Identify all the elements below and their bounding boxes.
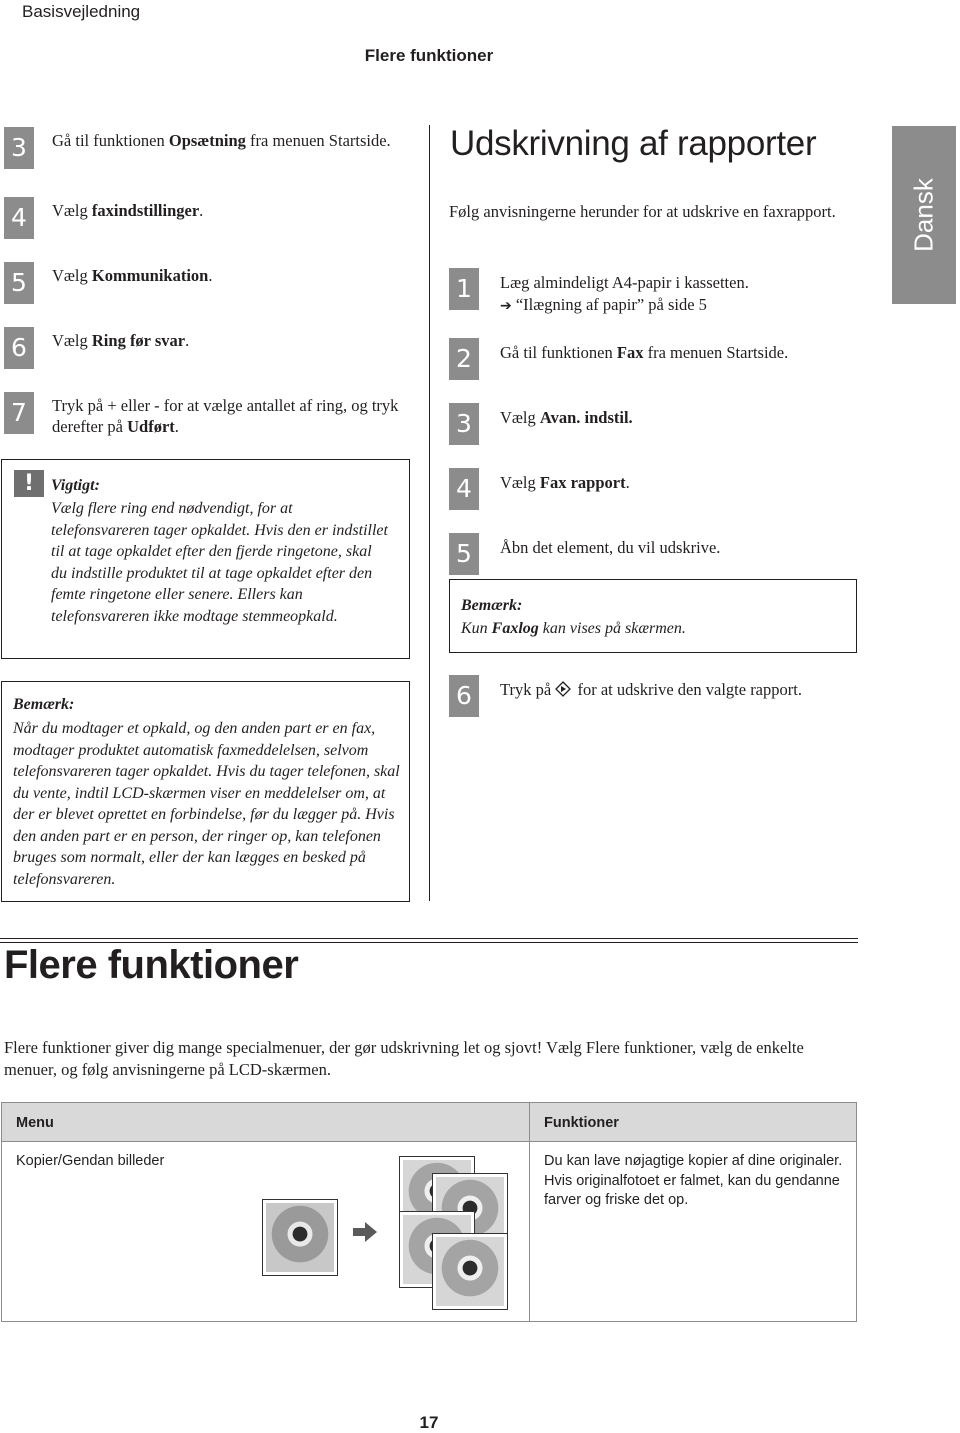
note-body: Når du modtager et opkald, og den anden part er en fax, modtager produktet automatisk faxmeddelelsen, selvom telefonsvareren tager opkaldet. Hvis du tager telefonen, skal du vente, indtil LCD-skærmen viser en meddelelser om, at der er blevet oprettet en forbindelse, før du lægger på. Hvis den anden part er en person, der ringer op, kan telefonen bruges som normalt, eller der kan lægges en besked på telefonsvareren.: [13, 720, 400, 888]
table-cell-functions: Du kan lave nøjagtige kopier af dine originaler. Hvis originalfotoet er falmet, kan du gendanne farver og friske det op.: [544, 1153, 843, 1208]
table-column-divider: [529, 1103, 530, 1321]
language-tab-label: Dansk: [908, 178, 939, 252]
step-text: Gå til funktionen Opsætning fra menuen Startside.: [52, 131, 391, 150]
step-badge: 5: [449, 533, 479, 575]
note-box-right: [449, 579, 857, 653]
step-badge: 5: [4, 262, 34, 304]
step-text: Vælg faxindstillinger.: [52, 201, 204, 220]
step-badge: 7: [4, 392, 34, 434]
reports-intro: Følg anvisningerne herunder for at udskrive en faxrapport.: [449, 202, 836, 221]
important-box: [1, 459, 410, 659]
start-button-icon: [555, 681, 571, 697]
step-text: Vælg Avan. indstil.: [500, 408, 633, 427]
original-photo-image: [262, 1199, 338, 1276]
warning-icon: !: [14, 470, 44, 497]
arrow-right-icon: ➔: [500, 298, 512, 314]
important-body: Vælg flere ring end nødvendigt, for at telefonsvareren tager opkaldet. Hvis den er indstillet til at tage opkaldet efter den fjerde ringetone, skal du indstille produktet til at tage opkaldet efter den femte ringetone eller senere. Ellers kan telefonsvareren ikke modtage stemmeopkald.: [51, 500, 388, 625]
step-badge: 4: [449, 468, 479, 510]
section-heading-more-functions: Flere funktioner: [4, 943, 299, 987]
step-badge: 3: [449, 403, 479, 445]
table-header-menu: Menu: [16, 1115, 54, 1131]
section-heading-reports: Udskrivning af rapporter: [450, 124, 817, 163]
step-badge: 6: [449, 675, 479, 717]
cross-reference-link[interactable]: [500, 295, 707, 315]
functions-table: [1, 1102, 857, 1322]
step-text: Vælg Kommunikation.: [52, 266, 213, 285]
step-badge: 4: [4, 197, 34, 239]
step-badge: 6: [4, 327, 34, 369]
table-header-row: [2, 1103, 856, 1142]
step-text: Gå til funktionen Fax fra menuen Startside.: [500, 343, 789, 362]
step-text: Tryk på + eller - for at vælge antallet af ring, og tryk derefter på Udført.: [52, 396, 399, 436]
note-body: Kun Faxlog kan vises på skærmen.: [461, 620, 686, 637]
language-tab: [892, 126, 956, 304]
cross-reference-text: “Ilægning af papir” på side 5: [515, 295, 707, 314]
step-badge: 2: [449, 338, 479, 380]
page-number: 17: [419, 1413, 439, 1432]
step-text: Vælg Ring før svar.: [52, 331, 190, 350]
note-box-left: [1, 681, 410, 902]
note-title: Bemærk:: [13, 696, 75, 713]
column-divider: [429, 125, 430, 901]
section-intro: Flere funktioner giver dig mange specialmenuer, der gør udskrivning let og sjovt! Vælg Flere funktioner, vælg de enkelte menuer, og følg anvisningerne på LCD-skærmen.: [4, 1038, 804, 1079]
important-title: Vigtigt:: [51, 477, 100, 494]
table-header-functions: Funktioner: [544, 1115, 619, 1131]
section-rule: [0, 938, 858, 939]
step-text: Læg almindeligt A4-papir i kassetten.: [500, 273, 749, 292]
restored-photo-image: [432, 1233, 508, 1310]
running-header-left: Basisvejledning: [22, 2, 141, 21]
step-text: Åbn det element, du vil udskrive.: [500, 538, 721, 557]
running-header-center: Flere funktioner: [364, 46, 494, 65]
step-badge: 1: [449, 268, 479, 310]
conversion-arrow-icon: [352, 1220, 378, 1244]
note-title: Bemærk:: [461, 597, 523, 614]
step-badge: 3: [4, 127, 34, 169]
step-text: Tryk på for at udskrive den valgte rapport.: [500, 680, 802, 699]
table-cell-menu: Kopier/Gendan billeder: [16, 1153, 165, 1169]
step-text: Vælg Fax rapport.: [500, 473, 630, 492]
